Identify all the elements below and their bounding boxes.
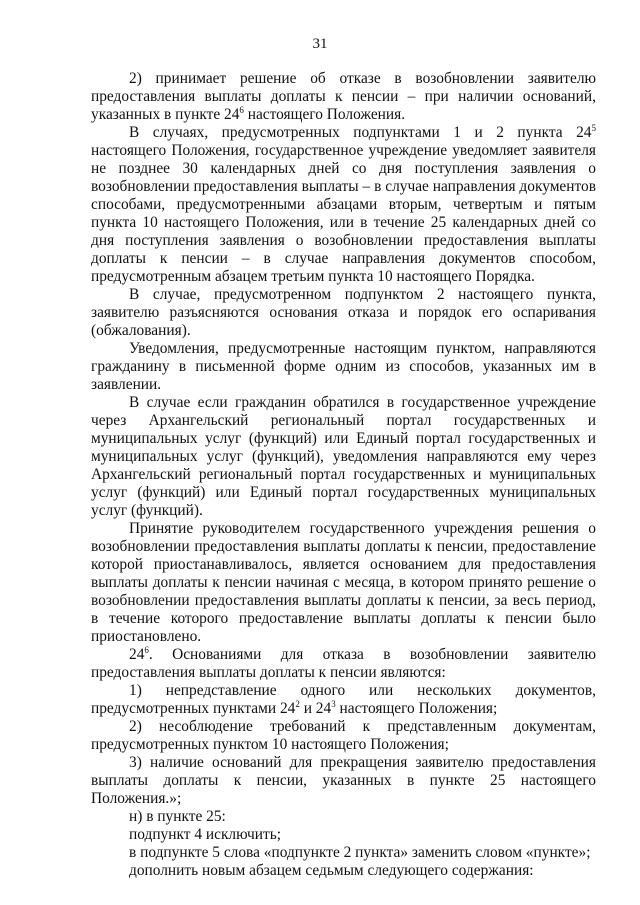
paragraph [91,718,596,754]
paragraph [91,124,596,286]
paragraph-text: дополнить новым абзацем седьмым следующего содержания: [129,862,534,879]
paragraph-text: настоящего Положения; [335,700,498,717]
page-number: 31 [312,36,328,52]
paragraph [91,682,596,718]
paragraph [91,340,596,394]
superscript: 6 [239,105,244,115]
paragraph [91,646,596,682]
paragraph-text: Уведомления, предусмотренные настоящим пунктом, направляются гражданину в письменной форме одним из способов, указанных им в заявлении. [91,340,596,393]
paragraph-text: 3) наличие оснований для прекращения заявителю предоставления выплаты доплаты к пенсии, указанных в пункте 25 настоящего Положения.»; [91,754,596,807]
paragraph-text: 1) непредставление одного или нескольких документов, предусмотренных пунктами 24 [91,682,596,717]
superscript: 6 [144,645,149,655]
paragraph-text: настоящего Положения, государственное учреждение уведомляет заявителя не позднее 30 календарных дней со дня поступления заявления о возобновлении предоставления выплаты – в случае направления документов способами, предусмотренными абзацами вторым, четвертым и пятым пункта 10 настоящего Положения, или в течение 25 календарных дней со дня поступления заявления о возобновлении предоставления выплаты доплаты к пенсии – в случае направления документов способом, предусмотренным абзацем третьим пункта 10 настоящего Порядка. [91,142,596,285]
paragraph [91,754,596,808]
paragraph-text: и 24 [299,700,332,717]
paragraph [91,286,596,340]
superscript: 3 [331,699,336,709]
paragraph [91,70,596,124]
paragraph-text: В случае если гражданин обратился в государственное учреждение через Архангельский региональный портал государственных и муниципальных услуг (функций) или Единый портал государственных и муниципальных услуг (функций), уведомления направляются ему через Архангельский региональный портал государственных и муниципальных услуг (функций) или Единый портал государственных муниципальных услуг (функций). [91,394,596,519]
superscript: 5 [591,123,596,133]
paragraph-text: настоящего Положения. [243,106,406,123]
paragraph [91,826,596,844]
paragraph-text: Принятие руководителем государственного учреждения решения о возобновлении предоставления выплаты доплаты к пенсии, предоставление которой приостанавливалось, является основанием для предоставления выплаты доплаты к пенсии начиная с месяца, в котором принято решение о возобновлении предоставления выплаты доплаты к пенсии, за весь период, в течение которого предоставление выплаты доплаты к пенсии было приостановлено. [91,520,596,645]
paragraph-text: в подпункте 5 слова «подпункте 2 пункта» заменить словом «пункте»; [129,844,591,861]
paragraph [91,394,596,520]
paragraph-text: 2) принимает решение об отказе в возобновлении заявителю предоставления выплаты доплаты к пенсии – при наличии оснований, указанных в пункте 24 [91,70,596,123]
document-body [91,70,596,880]
paragraph [91,520,596,646]
superscript: 2 [295,699,300,709]
paragraph [91,862,596,880]
paragraph-text: 24 [129,646,145,663]
paragraph-text: В случае, предусмотренном подпунктом 2 настоящего пункта, заявителю разъясняются основания отказа и порядок его оспаривания (обжалования). [91,286,596,339]
paragraph [91,844,596,862]
paragraph [91,808,596,826]
paragraph-text: подпункт 4 исключить; [129,826,282,843]
paragraph-text: 2) несоблюдение требований к представленным документам, предусмотренных пунктом 10 настоящего Положения; [91,718,596,753]
paragraph-text: н) в пункте 25: [129,808,226,825]
paragraph-text: В случаях, предусмотренных подпунктами 1 и 2 пункта 24 [129,124,592,141]
paragraph-text: . Основаниями для отказа в возобновлении заявителю предоставления выплаты доплаты к пенсии являются: [91,646,596,681]
